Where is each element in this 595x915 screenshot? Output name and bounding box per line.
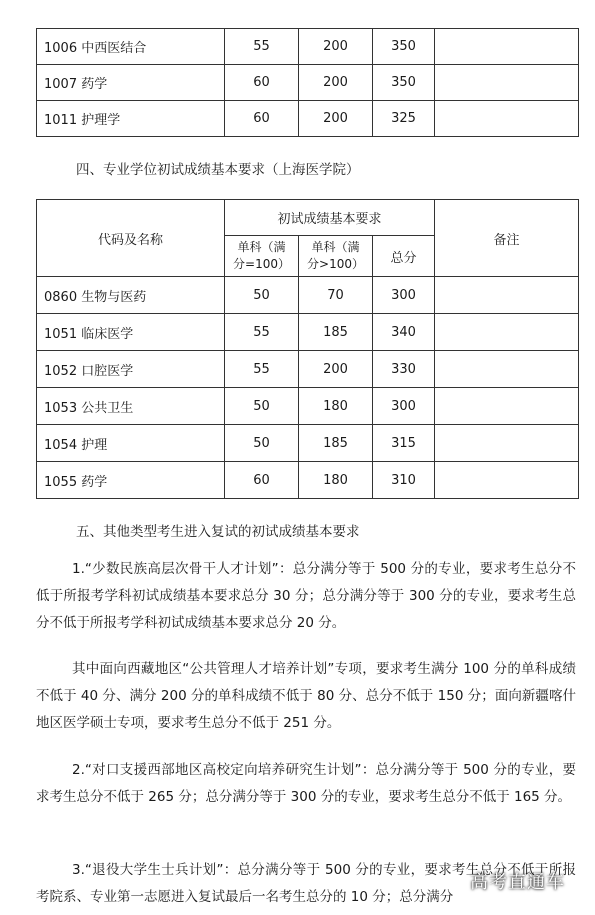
cell-single-over-100: 70 — [299, 277, 373, 314]
cell-code-name: 1053 公共卫生 — [37, 388, 225, 425]
section-5-heading: 五、其他类型考生进入复试的初试成绩基本要求 — [76, 524, 360, 540]
cell-single-over-100: 200 — [299, 29, 373, 65]
cell-single-100: 60 — [225, 462, 299, 499]
cell-note — [435, 462, 579, 499]
cell-single-over-100: 185 — [299, 314, 373, 351]
header-single-100-line2: 分=100） — [233, 257, 290, 271]
table-row — [37, 101, 579, 137]
cell-single-100: 50 — [225, 388, 299, 425]
cell-code-name: 1052 口腔医学 — [37, 351, 225, 388]
score-table-1 — [36, 28, 579, 137]
cell-note — [435, 65, 579, 101]
table-row — [37, 351, 579, 388]
cell-single-100: 55 — [225, 29, 299, 65]
cell-single-100: 50 — [225, 277, 299, 314]
cell-total: 315 — [373, 425, 435, 462]
cell-single-100: 60 — [225, 65, 299, 101]
cell-single-over-100: 200 — [299, 65, 373, 101]
cell-note — [435, 425, 579, 462]
cell-total: 350 — [373, 65, 435, 101]
cell-single-100: 60 — [225, 101, 299, 137]
cell-single-100: 50 — [225, 425, 299, 462]
cell-note — [435, 351, 579, 388]
cell-total: 330 — [373, 351, 435, 388]
cell-code-name: 1011 护理学 — [37, 101, 225, 137]
cell-code-name: 1051 临床医学 — [37, 314, 225, 351]
cell-note — [435, 101, 579, 137]
cell-code-name: 1054 护理 — [37, 425, 225, 462]
cell-note — [435, 29, 579, 65]
paragraph-veteran-plan: 3.“退役大学生士兵计划”：总分满分等于 500 分的专业，要求考生总分不低于所报考院系、专业第一志愿进入复试最后一名考生总分的 10 分；总分满分 — [36, 862, 576, 905]
header-single-100-line1: 单科（满 — [237, 240, 286, 254]
cell-single-over-100: 200 — [299, 101, 373, 137]
table-row — [37, 277, 579, 314]
table-row — [37, 425, 579, 462]
cell-code-name: 1006 中西医结合 — [37, 29, 225, 65]
cell-total: 340 — [373, 314, 435, 351]
cell-total: 350 — [373, 29, 435, 65]
header-group: 初试成绩基本要求 — [225, 200, 435, 236]
cell-single-100: 55 — [225, 351, 299, 388]
table-row — [37, 462, 579, 499]
header-single-over-100 — [299, 236, 373, 277]
cell-total: 300 — [373, 277, 435, 314]
cell-total: 310 — [373, 462, 435, 499]
cell-note — [435, 314, 579, 351]
table-row — [37, 314, 579, 351]
cell-single-100: 55 — [225, 314, 299, 351]
paragraph-western-support: 2.“对口支援西部地区高校定向培养研究生计划”：总分满分等于 500 分的专业，要求考生总分不低于 265 分；总分满分等于 300 分的专业，要求考生总分不低于 165 分。 — [36, 762, 576, 805]
cell-code-name: 0860 生物与医药 — [37, 277, 225, 314]
paragraph-tibet-xinjiang: 其中面向西藏地区“公共管理人才培养计划”专项，要求考生满分 100 分的单科成绩不低于 40 分、满分 200 分的单科成绩不低于 80 分、总分不低于 150 分；面向新疆喀什地区医学硕士专项，要求考生总分不低于 251 分。 — [36, 661, 576, 731]
watermark-text: 高考直通车 — [470, 872, 565, 893]
paragraph-minority-plan: 1.“少数民族高层次骨干人才计划”：总分满分等于 500 分的专业，要求考生总分不低于所报考学科初试成绩基本要求总分 30 分；总分满分等于 300 分的专业，要求考生总分不低于所报考学科初试成绩基本要求总分 20 分。 — [36, 561, 576, 631]
cell-single-over-100: 185 — [299, 425, 373, 462]
header-total: 总分 — [373, 236, 435, 277]
cell-single-over-100: 200 — [299, 351, 373, 388]
cell-total: 325 — [373, 101, 435, 137]
table-row — [37, 388, 579, 425]
cell-code-name: 1055 药学 — [37, 462, 225, 499]
score-table-professional — [36, 199, 579, 499]
header-single-over-100-line2: 分>100） — [307, 257, 364, 271]
header-note: 备注 — [435, 200, 579, 277]
header-single-100 — [225, 236, 299, 277]
table-row — [37, 65, 579, 101]
cell-code-name: 1007 药学 — [37, 65, 225, 101]
header-single-over-100-line1: 单科（满 — [311, 240, 360, 254]
header-code-name: 代码及名称 — [37, 200, 225, 277]
table-row — [37, 29, 579, 65]
cell-single-over-100: 180 — [299, 462, 373, 499]
cell-single-over-100: 180 — [299, 388, 373, 425]
section-4-heading: 四、专业学位初试成绩基本要求（上海医学院） — [76, 162, 360, 178]
cell-note — [435, 388, 579, 425]
cell-total: 300 — [373, 388, 435, 425]
cell-note — [435, 277, 579, 314]
